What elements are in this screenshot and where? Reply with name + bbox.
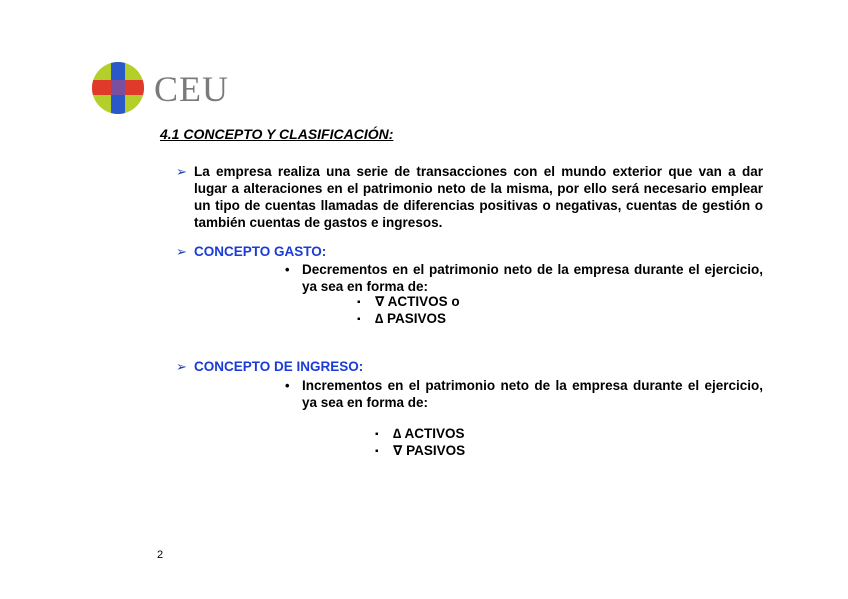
section-title: 4.1 CONCEPTO Y CLASIFICACIÓN: xyxy=(160,126,394,142)
bullet-dot-icon: • xyxy=(285,378,290,393)
arrow-bullet-icon: ➢ xyxy=(176,244,187,259)
square-bullet-icon: ▪ xyxy=(357,297,361,308)
square-bullet-icon: ▪ xyxy=(375,446,379,457)
gasto-description: Decrementos en el patrimonio neto de la empresa durante el ejercicio, ya sea en forma de: xyxy=(302,262,763,294)
ingreso-heading: CONCEPTO DE INGRESO: xyxy=(194,359,364,374)
ingreso-item-activos: ∆ ACTIVOS xyxy=(393,426,465,441)
page-number: 2 xyxy=(157,549,164,561)
square-bullet-icon: ▪ xyxy=(375,429,379,440)
ceu-logo xyxy=(90,60,230,120)
arrow-bullet-icon: ➢ xyxy=(176,164,187,179)
intro-paragraph: La empresa realiza una serie de transacciones con el mundo exterior que van a dar lugar a alteraciones en el patrimonio neto de la misma, por ello será necesario emplear un tipo de cuentas llamadas de diferencias positivas o negativas, cuentas de gestión o también cuentas de gastos e ingresos. xyxy=(194,164,763,230)
bullet-dot-icon: • xyxy=(285,262,290,277)
gasto-heading: CONCEPTO GASTO: xyxy=(194,244,327,259)
ingreso-item-pasivos: ∇ PASIVOS xyxy=(393,443,466,458)
square-bullet-icon: ▪ xyxy=(357,314,361,325)
gasto-item-activos: ∇ ACTIVOS o xyxy=(375,294,460,309)
ingreso-description: Incrementos en el patrimonio neto de la empresa durante el ejercicio, ya sea en forma de: xyxy=(302,378,763,410)
gasto-item-pasivos: ∆ PASIVOS xyxy=(375,311,447,326)
arrow-bullet-icon: ➢ xyxy=(176,359,187,374)
logo-text: CEU xyxy=(154,69,229,109)
ceu-emblem-icon xyxy=(90,60,146,116)
